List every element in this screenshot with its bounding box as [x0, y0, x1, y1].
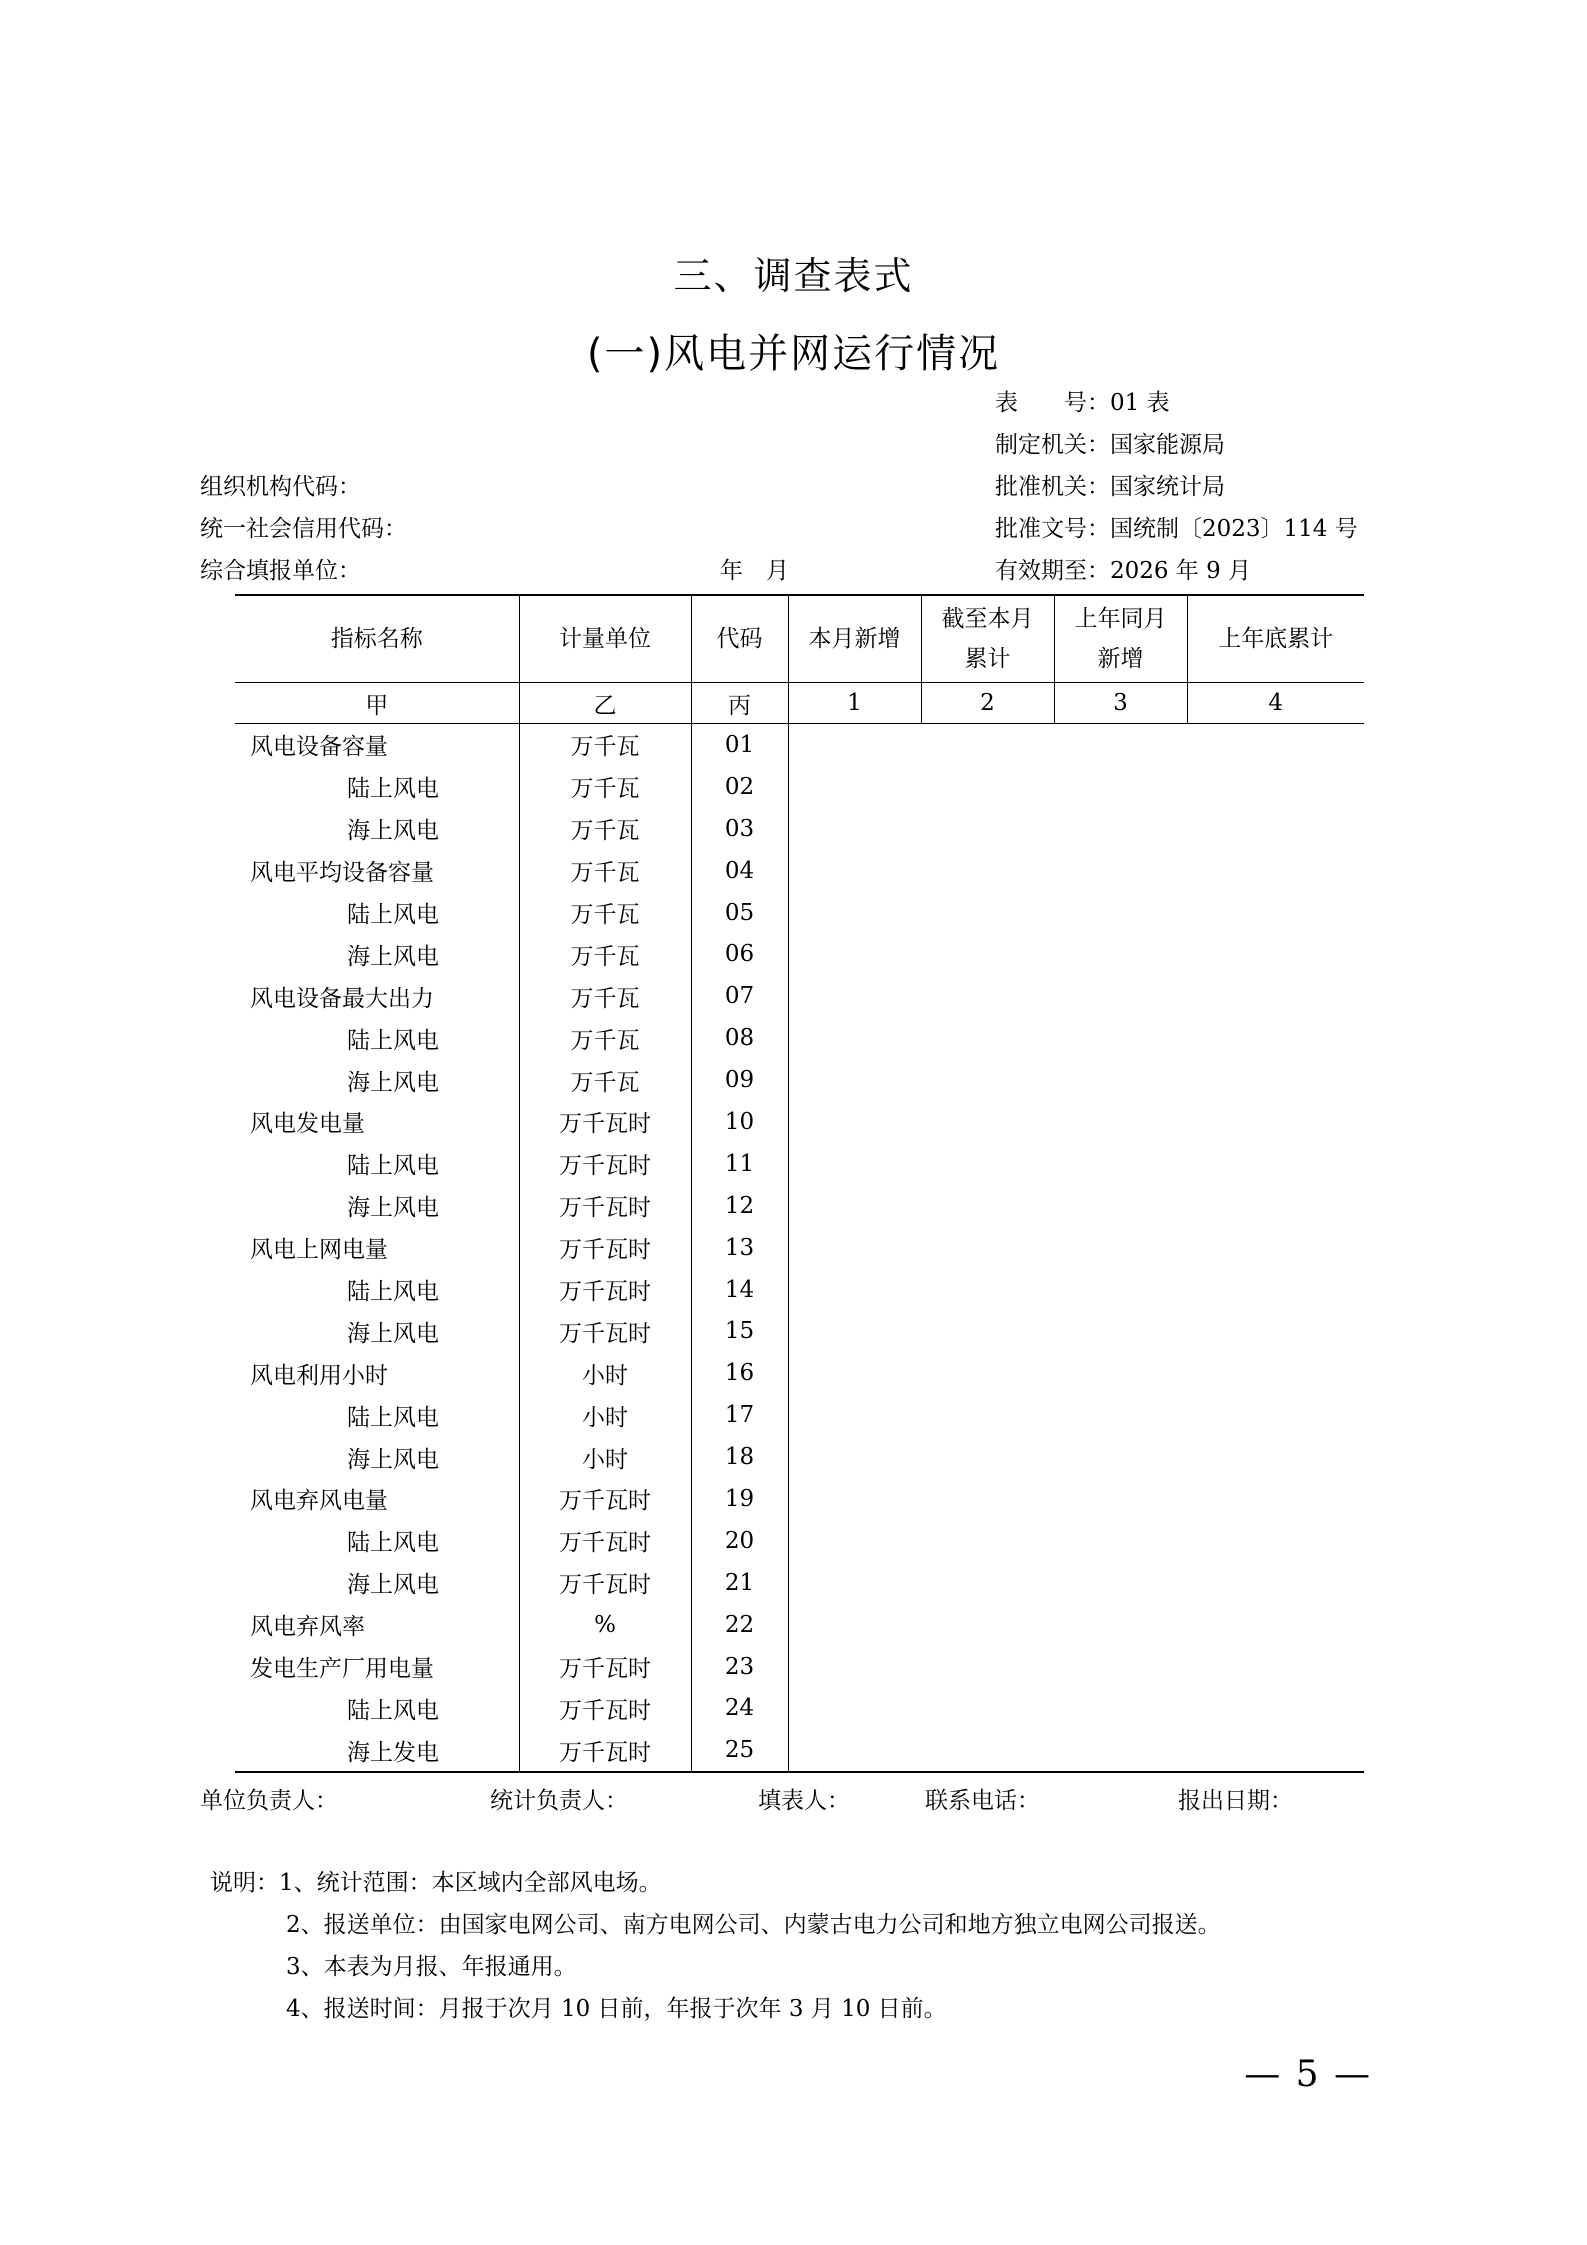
- value-cell-month-new[interactable]: [788, 892, 921, 934]
- value-cell-last-year-month[interactable]: [1054, 1185, 1187, 1227]
- indicator-name: 风电发电量: [235, 1101, 519, 1143]
- value-cell-cumulative[interactable]: [921, 1352, 1054, 1394]
- meta-value: 2026 年 9 月: [1110, 558, 1252, 584]
- table-row: [235, 1520, 1364, 1562]
- value-cell-cumulative[interactable]: [921, 933, 1054, 975]
- value-cell-last-year-month[interactable]: [1054, 1520, 1187, 1562]
- value-cell-last-year-end[interactable]: [1187, 1352, 1364, 1394]
- table-row: [235, 1478, 1364, 1520]
- code-cell: 01: [691, 724, 788, 766]
- value-cell-last-year-month[interactable]: [1054, 1562, 1187, 1604]
- table-row: [235, 1687, 1364, 1729]
- table-row: [235, 1143, 1364, 1185]
- unit-cell: 万千瓦时: [519, 1101, 691, 1143]
- value-cell-cumulative[interactable]: [921, 1729, 1054, 1772]
- value-cell-month-new[interactable]: [788, 1059, 921, 1101]
- code-cell: 06: [691, 933, 788, 975]
- value-cell-last-year-end[interactable]: [1187, 1646, 1364, 1688]
- value-cell-last-year-month[interactable]: [1054, 1394, 1187, 1436]
- table-row: [235, 1729, 1364, 1772]
- sign-stat-head: 统计负责人：: [490, 1788, 628, 1814]
- header-row: [235, 595, 1364, 683]
- value-cell-cumulative[interactable]: [921, 1310, 1054, 1352]
- unit-cell: 万千瓦时: [519, 1269, 691, 1311]
- unit-cell: 万千瓦时: [519, 1143, 691, 1185]
- value-cell-last-year-month[interactable]: [1054, 892, 1187, 934]
- meta-label: 表 号：: [995, 390, 1110, 416]
- value-cell-cumulative[interactable]: [921, 892, 1054, 934]
- value-cell-last-year-end[interactable]: [1187, 850, 1364, 892]
- value-cell-last-year-month[interactable]: [1054, 808, 1187, 850]
- subheader-cell: 2: [921, 683, 1054, 724]
- table-row: [235, 808, 1364, 850]
- value-cell-last-year-end[interactable]: [1187, 1227, 1364, 1269]
- unit-cell: 万千瓦时: [519, 1185, 691, 1227]
- table-row: [235, 892, 1364, 934]
- page-number: — 5 —: [1244, 2054, 1372, 2095]
- unit-cell: 万千瓦时: [519, 1227, 691, 1269]
- value-cell-month-new[interactable]: [788, 1352, 921, 1394]
- sign-date: 报出日期：: [1178, 1788, 1293, 1814]
- value-cell-last-year-end[interactable]: [1187, 766, 1364, 808]
- indicator-name: 陆上风电: [235, 1269, 519, 1311]
- code-cell: 17: [691, 1394, 788, 1436]
- code-cell: 14: [691, 1269, 788, 1311]
- value-cell-cumulative[interactable]: [921, 1394, 1054, 1436]
- table-row: [235, 1646, 1364, 1688]
- value-cell-cumulative[interactable]: [921, 1687, 1054, 1729]
- indicator-name: 风电利用小时: [235, 1352, 519, 1394]
- indicator-name: 海上发电: [235, 1729, 519, 1772]
- value-cell-cumulative[interactable]: [921, 1017, 1054, 1059]
- header-cumulative-line1: 截至本月: [941, 606, 1034, 632]
- value-cell-last-year-month[interactable]: [1054, 1436, 1187, 1478]
- code-cell: 25: [691, 1729, 788, 1772]
- value-cell-last-year-end[interactable]: [1187, 1394, 1364, 1436]
- unit-cell: 万千瓦: [519, 808, 691, 850]
- meta-label: 批准文号：: [995, 516, 1110, 542]
- subheader-cell: 3: [1054, 683, 1187, 724]
- unit-cell: 万千瓦: [519, 975, 691, 1017]
- code-cell: 24: [691, 1687, 788, 1729]
- value-cell-last-year-end[interactable]: [1187, 1562, 1364, 1604]
- value-cell-last-year-month[interactable]: [1054, 1729, 1187, 1772]
- value-cell-month-new[interactable]: [788, 808, 921, 850]
- value-cell-cumulative[interactable]: [921, 1269, 1054, 1311]
- indicator-name: 海上风电: [235, 1185, 519, 1227]
- value-cell-cumulative[interactable]: [921, 1520, 1054, 1562]
- value-cell-month-new[interactable]: [788, 1436, 921, 1478]
- subheader-cell: 4: [1187, 683, 1364, 724]
- unit-cell: 万千瓦: [519, 766, 691, 808]
- indicator-name: 海上风电: [235, 1059, 519, 1101]
- unit-cell: 万千瓦时: [519, 1562, 691, 1604]
- indicator-name: 海上风电: [235, 933, 519, 975]
- value-cell-month-new[interactable]: [788, 1687, 921, 1729]
- value-cell-month-new[interactable]: [788, 1520, 921, 1562]
- indicator-name: 海上风电: [235, 1562, 519, 1604]
- subheader-cell: 1: [788, 683, 921, 724]
- value-cell-last-year-end[interactable]: [1187, 933, 1364, 975]
- table-row: [235, 1017, 1364, 1059]
- value-cell-last-year-end[interactable]: [1187, 808, 1364, 850]
- code-cell: 08: [691, 1017, 788, 1059]
- meta-valid-until: [995, 555, 1251, 587]
- unit-cell: 万千瓦: [519, 850, 691, 892]
- form-title: (一)风电并网运行情况: [586, 331, 1001, 377]
- value-cell-last-year-month[interactable]: [1054, 975, 1187, 1017]
- value-cell-month-new[interactable]: [788, 1269, 921, 1311]
- value-cell-cumulative[interactable]: [921, 850, 1054, 892]
- value-cell-cumulative[interactable]: [921, 1646, 1054, 1688]
- subheader-cell: 乙: [519, 683, 691, 724]
- header-unit: 计量单位: [519, 595, 691, 683]
- value-cell-last-year-month[interactable]: [1054, 1478, 1187, 1520]
- code-cell: 10: [691, 1101, 788, 1143]
- meta-label: 制定机关：: [995, 432, 1110, 458]
- value-cell-last-year-month[interactable]: [1054, 766, 1187, 808]
- value-cell-month-new[interactable]: [788, 1310, 921, 1352]
- value-cell-last-year-month[interactable]: [1054, 1143, 1187, 1185]
- indicator-name: 风电弃风率: [235, 1604, 519, 1646]
- subheader-cell: 甲: [235, 683, 519, 724]
- unit-cell: 万千瓦时: [519, 1520, 691, 1562]
- unit-cell: 万千瓦: [519, 724, 691, 766]
- meta-approving-authority: [995, 471, 1225, 503]
- meta-label: 有效期至：: [995, 558, 1110, 584]
- value-cell-last-year-end[interactable]: [1187, 1604, 1364, 1646]
- table-row: [235, 766, 1364, 808]
- value-cell-last-year-end[interactable]: [1187, 975, 1364, 1017]
- value-cell-last-year-end[interactable]: [1187, 1101, 1364, 1143]
- table-row: [235, 1352, 1364, 1394]
- value-cell-last-year-end[interactable]: [1187, 1017, 1364, 1059]
- indicator-name: 海上风电: [235, 1436, 519, 1478]
- table-row: [235, 933, 1364, 975]
- code-cell: 13: [691, 1227, 788, 1269]
- value-cell-month-new[interactable]: [788, 1394, 921, 1436]
- value-cell-last-year-end[interactable]: [1187, 1143, 1364, 1185]
- value-cell-month-new[interactable]: [788, 1017, 921, 1059]
- table-row: [235, 850, 1364, 892]
- value-cell-last-year-end[interactable]: [1187, 1520, 1364, 1562]
- header-last-year-month: [1054, 595, 1187, 683]
- unit-cell: 万千瓦: [519, 1059, 691, 1101]
- value-cell-month-new[interactable]: [788, 1101, 921, 1143]
- note-line: 2、报送单位：由国家电网公司、南方电网公司、内蒙古电力公司和地方独立电网公司报送。: [286, 1912, 1221, 1938]
- indicator-name: 风电弃风电量: [235, 1478, 519, 1520]
- org-code-label: 组织机构代码：: [200, 474, 361, 500]
- value-cell-month-new[interactable]: [788, 724, 921, 766]
- notes: [210, 1862, 1221, 2030]
- value-cell-cumulative[interactable]: [921, 1227, 1054, 1269]
- value-cell-last-year-month[interactable]: [1054, 1352, 1187, 1394]
- value-cell-last-year-end[interactable]: [1187, 1185, 1364, 1227]
- table-row: [235, 1269, 1364, 1311]
- value-cell-cumulative[interactable]: [921, 1478, 1054, 1520]
- value-cell-last-year-month[interactable]: [1054, 1017, 1187, 1059]
- value-cell-cumulative[interactable]: [921, 1436, 1054, 1478]
- unit-cell: 小时: [519, 1352, 691, 1394]
- value-cell-last-year-month[interactable]: [1054, 1101, 1187, 1143]
- value-cell-month-new[interactable]: [788, 1729, 921, 1772]
- value-cell-last-year-month[interactable]: [1054, 724, 1187, 766]
- meta-value: 国家统计局: [1110, 474, 1225, 500]
- table-row: [235, 1562, 1364, 1604]
- value-cell-cumulative[interactable]: [921, 766, 1054, 808]
- code-cell: 15: [691, 1310, 788, 1352]
- code-cell: 20: [691, 1520, 788, 1562]
- indicator-name: 陆上风电: [235, 892, 519, 934]
- table-row: [235, 975, 1364, 1017]
- header-last-year-end: 上年底累计: [1187, 595, 1364, 683]
- note-line: 说明：1、统计范围：本区域内全部风电场。: [210, 1870, 662, 1896]
- code-cell: 04: [691, 850, 788, 892]
- value-cell-month-new[interactable]: [788, 1604, 921, 1646]
- value-cell-month-new[interactable]: [788, 1646, 921, 1688]
- table-row: [235, 1394, 1364, 1436]
- value-cell-cumulative[interactable]: [921, 1059, 1054, 1101]
- meta-value: 国家能源局: [1110, 432, 1225, 458]
- header-indicator-name: 指标名称: [235, 595, 519, 683]
- code-cell: 23: [691, 1646, 788, 1688]
- value-cell-cumulative[interactable]: [921, 1185, 1054, 1227]
- header-cumulative: [921, 595, 1054, 683]
- header-month-new: 本月新增: [788, 595, 921, 683]
- header-last-year-month-line2: 新增: [1097, 646, 1144, 672]
- code-cell: 11: [691, 1143, 788, 1185]
- value-cell-cumulative[interactable]: [921, 1562, 1054, 1604]
- value-cell-month-new[interactable]: [788, 850, 921, 892]
- section-title: 三、调查表式: [673, 254, 914, 298]
- value-cell-cumulative[interactable]: [921, 1143, 1054, 1185]
- value-cell-last-year-end[interactable]: [1187, 1269, 1364, 1311]
- unit-cell: 万千瓦: [519, 933, 691, 975]
- table-row: [235, 724, 1364, 766]
- value-cell-cumulative[interactable]: [921, 724, 1054, 766]
- value-cell-last-year-month[interactable]: [1054, 1059, 1187, 1101]
- wind-power-table: [235, 594, 1364, 1773]
- value-cell-last-year-end[interactable]: [1187, 1478, 1364, 1520]
- code-cell: 07: [691, 975, 788, 1017]
- indicator-name: 海上风电: [235, 808, 519, 850]
- indicator-name: 发电生产厂用电量: [235, 1646, 519, 1688]
- indicator-name: 陆上风电: [235, 1394, 519, 1436]
- unit-cell: 万千瓦: [519, 1017, 691, 1059]
- value-cell-last-year-end[interactable]: [1187, 1310, 1364, 1352]
- value-cell-cumulative[interactable]: [921, 808, 1054, 850]
- meta-value: 01 表: [1110, 390, 1170, 416]
- code-cell: 22: [691, 1604, 788, 1646]
- sign-unit-head: 单位负责人：: [200, 1788, 338, 1814]
- code-cell: 16: [691, 1352, 788, 1394]
- indicator-name: 风电平均设备容量: [235, 850, 519, 892]
- meta-label: 批准机关：: [995, 474, 1110, 500]
- subheader-row: [235, 683, 1364, 724]
- table-row: [235, 1310, 1364, 1352]
- value-cell-last-year-month[interactable]: [1054, 1687, 1187, 1729]
- value-cell-cumulative[interactable]: [921, 1604, 1054, 1646]
- code-cell: 19: [691, 1478, 788, 1520]
- year-month-label: 年 月: [720, 558, 789, 584]
- unit-cell: 万千瓦时: [519, 1729, 691, 1772]
- table-row: [235, 1436, 1364, 1478]
- indicator-name: 风电设备容量: [235, 724, 519, 766]
- value-cell-month-new[interactable]: [788, 1227, 921, 1269]
- header-cumulative-line2: 累计: [964, 646, 1011, 672]
- indicator-name: 海上风电: [235, 1310, 519, 1352]
- value-cell-last-year-end[interactable]: [1187, 1436, 1364, 1478]
- value-cell-last-year-month[interactable]: [1054, 1227, 1187, 1269]
- value-cell-last-year-month[interactable]: [1054, 1604, 1187, 1646]
- value-cell-last-year-end[interactable]: [1187, 1729, 1364, 1772]
- indicator-name: 陆上风电: [235, 1017, 519, 1059]
- unit-cell: 万千瓦时: [519, 1478, 691, 1520]
- unit-cell: 小时: [519, 1394, 691, 1436]
- table-row: [235, 1185, 1364, 1227]
- value-cell-last-year-month[interactable]: [1054, 1310, 1187, 1352]
- table-row: [235, 1059, 1364, 1101]
- value-cell-last-year-end[interactable]: [1187, 1059, 1364, 1101]
- value-cell-last-year-end[interactable]: [1187, 892, 1364, 934]
- meta-value: 国统制〔2023〕114 号: [1110, 516, 1358, 542]
- reporting-unit-label: 综合填报单位：: [200, 558, 361, 584]
- table-row: [235, 1101, 1364, 1143]
- meta-approval-number: [995, 513, 1358, 545]
- note-line: 3、本表为月报、年报通用。: [286, 1954, 577, 1980]
- table-row: [235, 1227, 1364, 1269]
- value-cell-month-new[interactable]: [788, 1562, 921, 1604]
- value-cell-month-new[interactable]: [788, 975, 921, 1017]
- indicator-name: 陆上风电: [235, 766, 519, 808]
- unit-cell: 万千瓦时: [519, 1687, 691, 1729]
- value-cell-month-new[interactable]: [788, 933, 921, 975]
- code-cell: 18: [691, 1436, 788, 1478]
- table-row: [235, 1604, 1364, 1646]
- value-cell-last-year-month[interactable]: [1054, 1269, 1187, 1311]
- value-cell-last-year-month[interactable]: [1054, 850, 1187, 892]
- indicator-name: 陆上风电: [235, 1520, 519, 1562]
- note-line: 4、报送时间：月报于次月 10 日前，年报于次年 3 月 10 日前。: [286, 1996, 947, 2022]
- code-cell: 21: [691, 1562, 788, 1604]
- value-cell-cumulative[interactable]: [921, 975, 1054, 1017]
- unit-cell: 万千瓦: [519, 892, 691, 934]
- sign-phone: 联系电话：: [925, 1788, 1040, 1814]
- value-cell-last-year-month[interactable]: [1054, 1646, 1187, 1688]
- indicator-name: 风电上网电量: [235, 1227, 519, 1269]
- value-cell-last-year-month[interactable]: [1054, 933, 1187, 975]
- code-cell: 02: [691, 766, 788, 808]
- value-cell-month-new[interactable]: [788, 1185, 921, 1227]
- indicator-name: 陆上风电: [235, 1687, 519, 1729]
- sign-filler: 填表人：: [758, 1788, 850, 1814]
- meta-form-number: [995, 387, 1170, 419]
- subheader-cell: 丙: [691, 683, 788, 724]
- header-last-year-month-line1: 上年同月: [1074, 606, 1167, 632]
- credit-code-label: 统一社会信用代码：: [200, 516, 407, 542]
- unit-cell: 小时: [519, 1436, 691, 1478]
- value-cell-cumulative[interactable]: [921, 1101, 1054, 1143]
- value-cell-month-new[interactable]: [788, 1478, 921, 1520]
- indicator-name: 陆上风电: [235, 1143, 519, 1185]
- unit-cell: 万千瓦时: [519, 1646, 691, 1688]
- value-cell-last-year-end[interactable]: [1187, 724, 1364, 766]
- code-cell: 09: [691, 1059, 788, 1101]
- value-cell-month-new[interactable]: [788, 1143, 921, 1185]
- header-code: 代码: [691, 595, 788, 683]
- code-cell: 12: [691, 1185, 788, 1227]
- indicator-name: 风电设备最大出力: [235, 975, 519, 1017]
- value-cell-last-year-end[interactable]: [1187, 1687, 1364, 1729]
- meta-issuing-authority: [995, 429, 1225, 461]
- unit-cell: 万千瓦时: [519, 1310, 691, 1352]
- code-cell: 03: [691, 808, 788, 850]
- code-cell: 05: [691, 892, 788, 934]
- unit-cell: %: [519, 1604, 691, 1646]
- value-cell-month-new[interactable]: [788, 766, 921, 808]
